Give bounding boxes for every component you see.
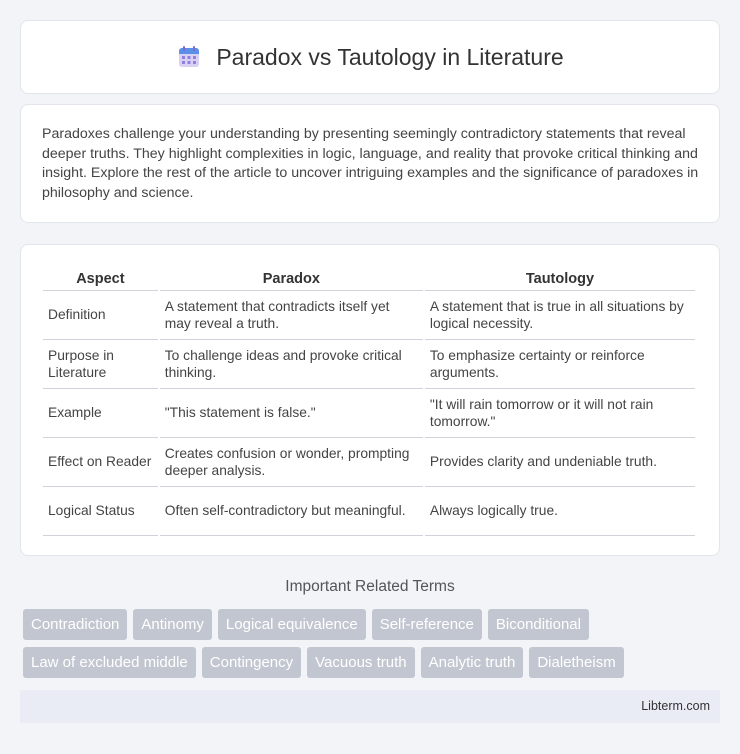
table-cell: Creates confusion or wonder, prompting deeper analysis. bbox=[160, 438, 423, 487]
table-cell: "It will rain tomorrow or it will not rain tomorrow." bbox=[425, 389, 695, 438]
tag-law-of-excluded-middle[interactable]: Law of excluded middle bbox=[23, 647, 196, 678]
tag-logical-equivalence[interactable]: Logical equivalence bbox=[218, 609, 366, 640]
column-header-aspect: Aspect bbox=[43, 265, 158, 291]
table-cell: Effect on Reader bbox=[43, 438, 158, 487]
intro-text: Paradoxes challenge your understanding by presenting seemingly contradictory statements that reveal deeper truths. They highlight complexities in logic, language, and reality that provoke critical thinking and insight. Explore the rest of the article to uncover intriguing examples and the significance of paradoxes in philosophy and science. bbox=[42, 126, 699, 201]
intro-card bbox=[20, 104, 720, 223]
tag-antinomy[interactable]: Antinomy bbox=[133, 609, 212, 640]
table-cell: Logical Status bbox=[43, 487, 158, 536]
table-cell: Always logically true. bbox=[425, 487, 695, 536]
table-row bbox=[43, 389, 695, 438]
related-terms-heading: Important Related Terms bbox=[285, 578, 455, 595]
page-title: Paradox vs Tautology in Literature bbox=[216, 43, 564, 70]
tag-contradiction[interactable]: Contradiction bbox=[23, 609, 127, 640]
title-card bbox=[20, 20, 720, 94]
related-terms-tags bbox=[23, 609, 723, 678]
tag-biconditional[interactable]: Biconditional bbox=[488, 609, 589, 640]
tag-self-reference[interactable]: Self-reference bbox=[372, 609, 482, 640]
table-row bbox=[43, 438, 695, 487]
table-cell: "This statement is false." bbox=[160, 389, 423, 438]
tag-vacuous-truth[interactable]: Vacuous truth bbox=[307, 647, 414, 678]
table-row bbox=[43, 340, 695, 389]
tag-analytic-truth[interactable]: Analytic truth bbox=[421, 647, 524, 678]
table-cell: Purpose in Literature bbox=[43, 340, 158, 389]
comparison-table bbox=[41, 265, 697, 536]
table-cell: Provides clarity and undeniable truth. bbox=[425, 438, 695, 487]
table-row bbox=[43, 291, 695, 340]
calendar-icon bbox=[176, 44, 202, 70]
table-row bbox=[43, 487, 695, 536]
table-cell: To challenge ideas and provoke critical thinking. bbox=[160, 340, 423, 389]
comparison-table-card bbox=[20, 244, 720, 556]
table-cell: Often self-contradictory but meaningful. bbox=[160, 487, 423, 536]
table-cell: A statement that contradicts itself yet may reveal a truth. bbox=[160, 291, 423, 340]
tag-contingency[interactable]: Contingency bbox=[202, 647, 301, 678]
tag-dialetheism[interactable]: Dialetheism bbox=[529, 647, 623, 678]
table-cell: A statement that is true in all situations by logical necessity. bbox=[425, 291, 695, 340]
column-header-paradox: Paradox bbox=[160, 265, 423, 291]
table-cell: Example bbox=[43, 389, 158, 438]
column-header-tautology: Tautology bbox=[425, 265, 695, 291]
table-cell: To emphasize certainty or reinforce arguments. bbox=[425, 340, 695, 389]
footer-site-link[interactable]: Libterm.com bbox=[641, 699, 710, 713]
footer bbox=[20, 690, 720, 723]
table-cell: Definition bbox=[43, 291, 158, 340]
table-header-row bbox=[43, 265, 695, 291]
